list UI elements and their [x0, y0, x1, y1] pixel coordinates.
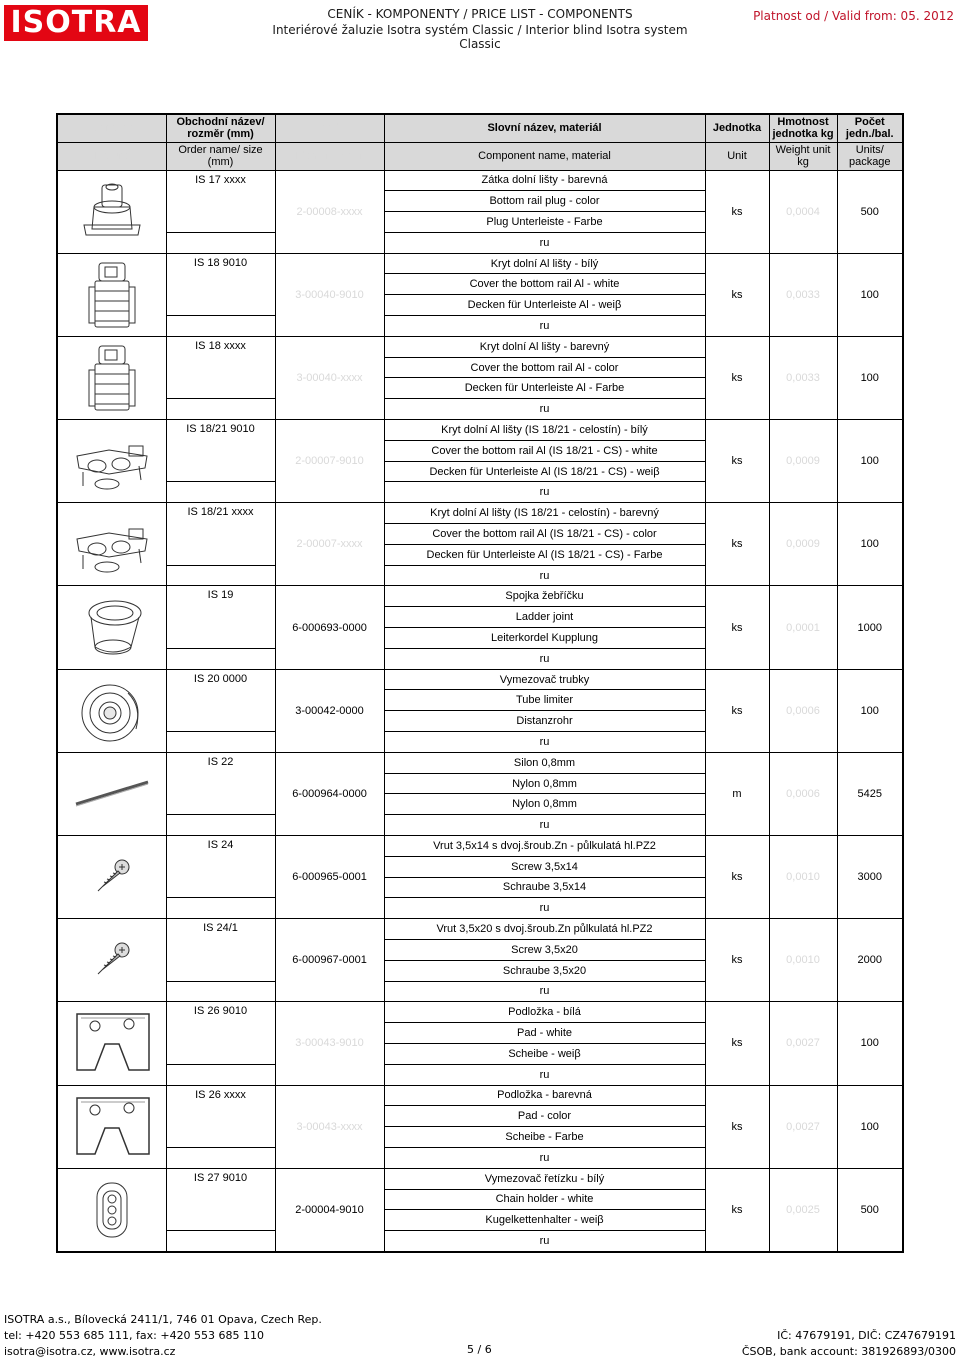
- unit-weight: 0,0010: [769, 919, 837, 1002]
- order-name-spacer: [166, 1064, 275, 1085]
- footer-ids: IČ: 47679191, DIČ: CZ47679191: [777, 1329, 956, 1342]
- unit: ks: [705, 586, 769, 669]
- component-description: Screw 3,5x14: [384, 856, 705, 877]
- unit-weight: 0,0009: [769, 420, 837, 503]
- rail-clip-icon: [57, 503, 166, 586]
- component-description: Plug Unterleiste - Farbe: [384, 212, 705, 233]
- table-row: [57, 170, 903, 191]
- ident-number: 6-000693-0000: [275, 586, 384, 669]
- component-description: ru: [384, 316, 705, 337]
- component-description: Leiterkordel Kupplung: [384, 628, 705, 649]
- rail-clip-icon: [57, 420, 166, 503]
- order-name: IS 24: [166, 836, 275, 898]
- component-description: Chain holder - white: [384, 1189, 705, 1210]
- order-name-spacer: [166, 316, 275, 337]
- component-description: Vrut 3,5x20 s dvoj.šroub.Zn půlkulatá hl.PZ2: [384, 919, 705, 940]
- order-name: IS 26 xxxx: [166, 1085, 275, 1147]
- unit: ks: [705, 503, 769, 586]
- table-row: [57, 420, 903, 441]
- units-per-package: 100: [837, 420, 903, 503]
- footer-company: ISOTRA a.s., Bílovecká 2411/1, 746 01 Opava, Czech Rep.: [4, 1313, 322, 1326]
- unit-weight: 0,0033: [769, 336, 837, 419]
- order-name: IS 20 0000: [166, 669, 275, 731]
- unit-weight: 0,0006: [769, 752, 837, 835]
- order-name: IS 18/21 xxxx: [166, 503, 275, 565]
- component-description: ru: [384, 482, 705, 503]
- ident-number: 2-00007-xxxx: [275, 503, 384, 586]
- component-description: Bottom rail plug - color: [384, 191, 705, 212]
- rail-cover-icon: [57, 253, 166, 336]
- component-description: ru: [384, 981, 705, 1002]
- ident-number: 2-00007-9010: [275, 420, 384, 503]
- col-header-picture-cz: Obrázek: [57, 114, 166, 142]
- pad-icon: [57, 1085, 166, 1168]
- price-list-title: CENÍK - KOMPONENTY / PRICE LIST - COMPONENTS: [327, 7, 633, 21]
- order-name: IS 18 xxxx: [166, 336, 275, 398]
- component-description: Pad - white: [384, 1023, 705, 1044]
- unit: ks: [705, 1085, 769, 1168]
- col-header-code-cz: Kód: [275, 114, 384, 142]
- units-per-package: 1000: [837, 586, 903, 669]
- col-header-desc-cz: Slovní název, materiál: [384, 114, 705, 142]
- component-description: Schraube 3,5x20: [384, 960, 705, 981]
- col-header-picture-en: Picture: [57, 142, 166, 170]
- component-description: ru: [384, 1231, 705, 1252]
- component-description: Kryt dolní Al lišty - bílý: [384, 253, 705, 274]
- order-name-spacer: [166, 1147, 275, 1168]
- unit-weight: 0,0004: [769, 170, 837, 253]
- component-description: Nylon 0,8mm: [384, 773, 705, 794]
- order-name: IS 18 9010: [166, 253, 275, 315]
- ident-number: 2-00008-xxxx: [275, 170, 384, 253]
- pad-icon: [57, 1002, 166, 1085]
- component-description: Cover the bottom rail Al (IS 18/21 - CS) - white: [384, 440, 705, 461]
- units-per-package: 100: [837, 1085, 903, 1168]
- units-per-package: 100: [837, 503, 903, 586]
- order-name-spacer: [166, 232, 275, 253]
- component-description: Kryt dolní Al lišty (IS 18/21 - celostín) - bílý: [384, 420, 705, 441]
- component-description: Screw 3,5x20: [384, 939, 705, 960]
- component-description: Schraube 3,5x14: [384, 877, 705, 898]
- component-description: Pad - color: [384, 1106, 705, 1127]
- unit: ks: [705, 919, 769, 1002]
- units-per-package: 100: [837, 336, 903, 419]
- unit: ks: [705, 170, 769, 253]
- component-description: Cover the bottom rail Al - color: [384, 357, 705, 378]
- component-description: Ladder joint: [384, 607, 705, 628]
- header-row-cz: [57, 114, 903, 142]
- unit-weight: 0,0033: [769, 253, 837, 336]
- order-name-spacer: [166, 1231, 275, 1252]
- component-description: Silon 0,8mm: [384, 752, 705, 773]
- unit: ks: [705, 1168, 769, 1252]
- component-description: Tube limiter: [384, 690, 705, 711]
- table-row: [57, 336, 903, 357]
- component-description: ru: [384, 232, 705, 253]
- table-row: [57, 503, 903, 524]
- col-header-desc-en: Component name, material: [384, 142, 705, 170]
- table-row: [57, 1168, 903, 1189]
- component-description: Podložka - barevná: [384, 1085, 705, 1106]
- component-description: Decken für Unterleiste Al - Farbe: [384, 378, 705, 399]
- order-name: IS 18/21 9010: [166, 420, 275, 482]
- price-list-subtitle: Interiérové žaluzie Isotra systém Classic / Interior blind Isotra system Classic: [272, 23, 688, 51]
- nylon-line-icon: [57, 752, 166, 835]
- component-description: Vrut 3,5x14 s dvoj.šroub.Zn - půlkulatá hl.PZ2: [384, 836, 705, 857]
- component-description: Distanzrohr: [384, 711, 705, 732]
- col-header-code-en: Ident. number: [275, 142, 384, 170]
- col-header-count-cz: Počet jedn./bal.: [837, 114, 903, 142]
- unit: m: [705, 752, 769, 835]
- component-description: Vymezovač trubky: [384, 669, 705, 690]
- unit: ks: [705, 1002, 769, 1085]
- col-header-weight-cz: Hmotnost jednotka kg: [769, 114, 837, 142]
- rail-cover-icon: [57, 336, 166, 419]
- component-description: Zátka dolní lišty - barevná: [384, 170, 705, 191]
- col-header-order-name-en: Order name/ size (mm): [166, 142, 275, 170]
- unit-weight: 0,0027: [769, 1002, 837, 1085]
- unit: ks: [705, 669, 769, 752]
- table-row: [57, 669, 903, 690]
- table-row: [57, 919, 903, 940]
- order-name-spacer: [166, 482, 275, 503]
- order-name: IS 22: [166, 752, 275, 814]
- chain-holder-icon: [57, 1168, 166, 1252]
- tube-limiter-icon: [57, 669, 166, 752]
- ladder-joint-icon: [57, 586, 166, 669]
- units-per-package: 100: [837, 669, 903, 752]
- ident-number: 3-00043-xxxx: [275, 1085, 384, 1168]
- rail-plug-icon: [57, 170, 166, 253]
- component-description: ru: [384, 565, 705, 586]
- unit: ks: [705, 836, 769, 919]
- unit-weight: 0,0025: [769, 1168, 837, 1252]
- units-per-package: 500: [837, 1168, 903, 1252]
- order-name-spacer: [166, 565, 275, 586]
- component-description: ru: [384, 1147, 705, 1168]
- screw-icon: [57, 919, 166, 1002]
- table-row: [57, 836, 903, 857]
- order-name: IS 27 9010: [166, 1168, 275, 1230]
- table-row: [57, 752, 903, 773]
- order-name: IS 24/1: [166, 919, 275, 981]
- order-name-spacer: [166, 732, 275, 753]
- valid-from: Platnost od / Valid from: 05. 2012: [753, 9, 954, 23]
- units-per-package: 3000: [837, 836, 903, 919]
- order-name-spacer: [166, 981, 275, 1002]
- units-per-package: 500: [837, 170, 903, 253]
- ident-number: 3-00040-xxxx: [275, 336, 384, 419]
- component-description: Nylon 0,8mm: [384, 794, 705, 815]
- unit-weight: 0,0001: [769, 586, 837, 669]
- component-description: Spojka žebříčku: [384, 586, 705, 607]
- order-name: IS 17 xxxx: [166, 170, 275, 232]
- units-per-package: 100: [837, 253, 903, 336]
- col-header-unit-cz: Jednotka: [705, 114, 769, 142]
- order-name-spacer: [166, 399, 275, 420]
- component-description: Vymezovač řetízku - bílý: [384, 1168, 705, 1189]
- table-row: [57, 1002, 903, 1023]
- col-header-order-name-cz: Obchodní název/ rozměr (mm): [166, 114, 275, 142]
- component-description: ru: [384, 815, 705, 836]
- table-row: [57, 1085, 903, 1106]
- order-name-spacer: [166, 898, 275, 919]
- ident-number: 6-000964-0000: [275, 752, 384, 835]
- component-description: ru: [384, 732, 705, 753]
- unit-weight: 0,0027: [769, 1085, 837, 1168]
- col-header-count-en: Units/ package: [837, 142, 903, 170]
- component-description: ru: [384, 898, 705, 919]
- units-per-package: 2000: [837, 919, 903, 1002]
- order-name: IS 19: [166, 586, 275, 648]
- unit-weight: 0,0009: [769, 503, 837, 586]
- page-number: 5 / 6: [467, 1343, 492, 1356]
- component-description: Cover the bottom rail Al (IS 18/21 - CS) - color: [384, 524, 705, 545]
- order-name-spacer: [166, 648, 275, 669]
- component-description: Scheibe - Farbe: [384, 1127, 705, 1148]
- ident-number: 3-00040-9010: [275, 253, 384, 336]
- component-description: Cover the bottom rail Al - white: [384, 274, 705, 295]
- table-row: [57, 586, 903, 607]
- order-name-spacer: [166, 815, 275, 836]
- ident-number: 2-00004-9010: [275, 1168, 384, 1252]
- header-row-en: [57, 142, 903, 170]
- component-description: Decken für Unterleiste Al - weiβ: [384, 295, 705, 316]
- unit: ks: [705, 253, 769, 336]
- footer-phone: tel: +420 553 685 111, fax: +420 553 685 110: [4, 1329, 265, 1342]
- unit-weight: 0,0006: [769, 669, 837, 752]
- unit: ks: [705, 420, 769, 503]
- footer-web: isotra@isotra.cz, www.isotra.cz: [4, 1345, 176, 1358]
- component-description: Decken für Unterleiste Al (IS 18/21 - CS) - Farbe: [384, 544, 705, 565]
- ident-number: 6-000965-0001: [275, 836, 384, 919]
- unit-weight: 0,0010: [769, 836, 837, 919]
- footer-bank: ČSOB, bank account: 381926893/0300: [741, 1345, 956, 1358]
- col-header-weight-en: Weight unit kg: [769, 142, 837, 170]
- table-row: [57, 253, 903, 274]
- component-description: ru: [384, 648, 705, 669]
- price-table: [56, 113, 904, 1253]
- units-per-package: 5425: [837, 752, 903, 835]
- screw-icon: [57, 836, 166, 919]
- ident-number: 3-00042-0000: [275, 669, 384, 752]
- units-per-package: 100: [837, 1002, 903, 1085]
- ident-number: 3-00043-9010: [275, 1002, 384, 1085]
- component-description: Kugelkettenhalter - weiβ: [384, 1210, 705, 1231]
- component-description: Kryt dolní Al lišty (IS 18/21 - celostín) - barevný: [384, 503, 705, 524]
- unit: ks: [705, 336, 769, 419]
- component-description: Scheibe - weiβ: [384, 1043, 705, 1064]
- col-header-unit-en: Unit: [705, 142, 769, 170]
- component-description: Podložka - bílá: [384, 1002, 705, 1023]
- component-description: ru: [384, 1064, 705, 1085]
- component-description: Kryt dolní Al lišty - barevný: [384, 336, 705, 357]
- isotra-logo: ISOTRA: [4, 5, 148, 41]
- component-description: Decken für Unterleiste Al (IS 18/21 - CS) - weiβ: [384, 461, 705, 482]
- component-description: ru: [384, 399, 705, 420]
- ident-number: 6-000967-0001: [275, 919, 384, 1002]
- order-name: IS 26 9010: [166, 1002, 275, 1064]
